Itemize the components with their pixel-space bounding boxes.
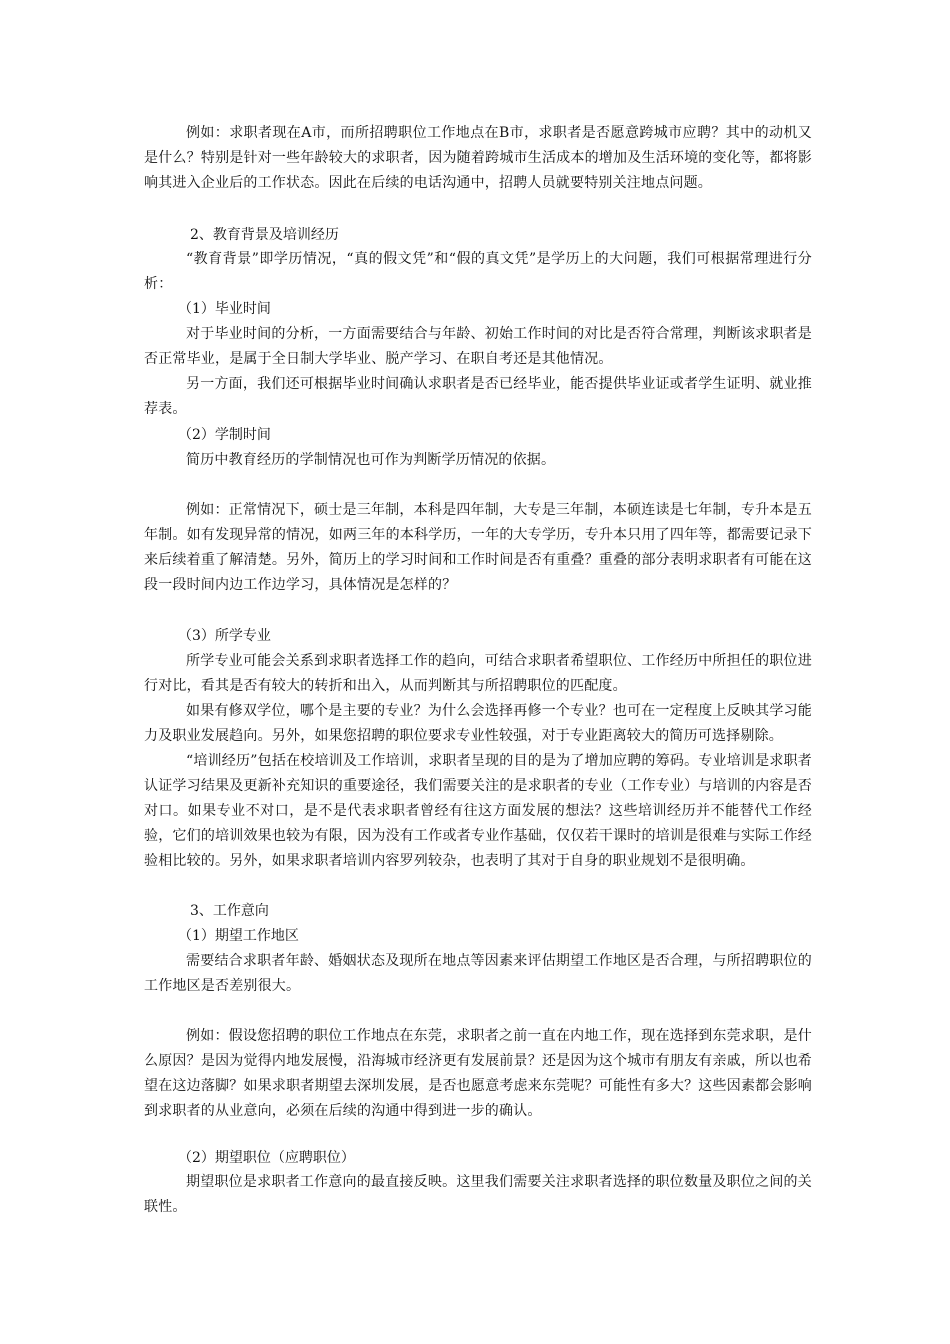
paragraph-expected-region: 需要结合求职者年龄、婚姻状态及现所在地点等因素来评估期望工作地区是否合理，与所招聘职位的工作地区是否差别很大。 [144,953,812,994]
subheading-study-duration: （2）学制时间 [178,427,271,443]
paragraph-region-example: 例如：假设您招聘的职位工作地点在东莞，求职者之前一直在内地工作，现在选择到东莞求职，是什么原因？是因为觉得内地发展慢，沿海城市经济更有发展前景？还是因为这个城市有朋友有亲戚，所以也希望在这边落脚？如果求职者期望去深圳发展，是否也愿意考虑来东莞呢？可能性有多大？这些因素都会影响到求职者的从业意向，必须在后续的沟通中得到进一步的确认。 [144,1028,812,1119]
paragraph-education-intro: “教育背景”即学历情况，“真的假文凭”和“假的真文凭”是学历上的大问题，我们可根据常理进行分析： [144,251,812,292]
paragraph-study-duration-example: 例如：正常情况下，硕士是三年制，本科是四年制，大专是三年制，本硕连读是七年制，专升本是五年制。如有发现异常的情况，如两三年的本科学历，一年的大专学历，专升本只用了四年等，都需要记录下来后续着重了解清楚。另外，简历上的学习时间和工作时间是否有重叠？重叠的部分表明求职者有可能在这段一段时间内边工作边学习，具体情况是怎样的？ [144,502,812,593]
subheading-expected-position: （2）期望职位（应聘职位） [178,1150,355,1166]
paragraph-expected-position: 期望职位是求职者工作意向的最直接反映。这里我们需要关注求职者选择的职位数量及职位之间的关联性。 [144,1174,812,1215]
paragraph-study-duration: 简历中教育经历的学制情况也可作为判断学历情况的依据。 [186,452,556,468]
paragraph-graduation-analysis: 对于毕业时间的分析，一方面需要结合与年龄、初始工作时间的对比是否符合常理，判断该求职者是否正常毕业，是属于全日制大学毕业、脱产学习、在职自考还是其他情况。 [144,326,812,367]
paragraph-graduation-confirm: 另一方面，我们还可根据毕业时间确认求职者是否已经毕业，能否提供毕业证或者学生证明、就业推荐表。 [144,376,812,417]
paragraph-location-example: 例如：求职者现在A市，而所招聘职位工作地点在B市，求职者是否愿意跨城市应聘？其中的动机又是什么？特别是针对一些年龄较大的求职者，因为随着跨城市生活成本的增加及生活环境的变化等，都将影响其进入企业后的工作状态。因此在后续的电话沟通中，招聘人员就要特别关注地点问题。 [144,125,812,191]
subheading-graduation-time: （1）毕业时间 [178,301,271,317]
section-heading-job-intention: 3、工作意向 [190,903,269,919]
paragraph-training-experience: “培训经历”包括在校培训及工作培训，求职者呈现的目的是为了增加应聘的筹码。专业培训是求职者认证学习结果及更新补充知识的重要途径，我们需要关注的是求职者的专业（工作专业）与培训的内容是否对口。如果专业不对口，是不是代表求职者曾经有往这方面发展的想法？这些培训经历并不能替代工作经验，它们的培训效果也较为有限，因为没有工作或者专业作基础，仅仅若干课时的培训是很难与实际工作经验相比较的。另外，如果求职者培训内容罗列较杂，也表明了其对于自身的职业规划不是很明确。 [144,753,812,869]
paragraph-major-analysis: 所学专业可能会关系到求职者选择工作的趋向，可结合求职者希望职位、工作经历中所担任的职位进行对比，看其是否有较大的转折和出入，从而判断其与所招聘职位的匹配度。 [144,653,812,694]
section-heading-education: 2、教育背景及培训经历 [190,227,339,243]
subheading-expected-region: （1）期望工作地区 [178,928,299,944]
paragraph-double-degree: 如果有修双学位，哪个是主要的专业？为什么会选择再修一个专业？也可在一定程度上反映其学习能力及职业发展趋向。另外，如果您招聘的职位要求专业性较强，对于专业距离较大的简历可选择剔除。 [144,703,812,744]
subheading-major: （3）所学专业 [178,628,271,644]
